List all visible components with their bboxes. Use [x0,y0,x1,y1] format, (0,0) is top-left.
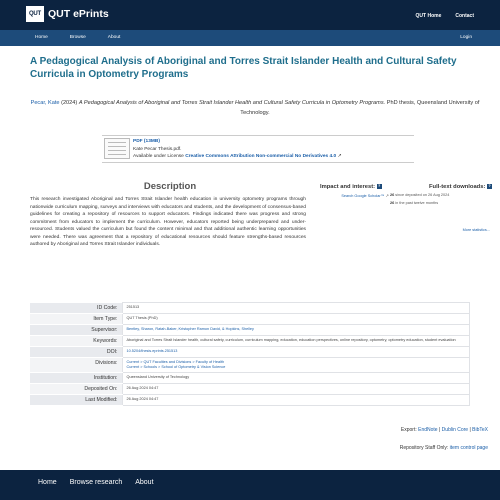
metadata-row [30,335,470,346]
license-link[interactable]: Creative Commons Attribution Non-commercial No Derivatives 4.0 [185,154,337,159]
citation-suffix: PhD thesis, Queensland University of Technology. [240,100,480,116]
footer-about-link[interactable]: About [135,479,154,486]
metadata-label: Supervisor: [30,324,122,335]
qut-home-link[interactable]: QUT Home [415,13,442,19]
metadata-value: 26 Aug 2024 04:47 [122,394,470,405]
pdf-download-link[interactable]: PDF (13MB) [133,139,160,144]
google-scholar-link[interactable]: Search Google Scholar™ [341,194,385,199]
metadata-value: Aboriginal and Torres Strait Islander health, cultural safety, curriculum, curriculum mapping, education, education perspectives, online repository, optometry, optometry education, student evaluation [122,335,470,346]
main-nav [0,30,500,46]
page-title: A Pedagogical Analysis of Aboriginal and Torres Strait Islander Health and Cultural Safety Curricula in Optometry Programs [30,56,457,80]
metadata-value: 26 Aug 2024 04:47 [122,383,470,394]
export-endnote-link[interactable]: EndNote [418,427,438,433]
metadata-value[interactable]: 10.5204/thesis.eprints.251513 [122,346,470,357]
external-link-icon: ↗ [337,154,342,159]
export-bibtex-link[interactable]: BibTeX [472,427,488,433]
metadata-label: Deposited On: [30,383,122,394]
metadata-row [30,383,470,394]
metadata-row [30,324,470,335]
top-header [0,0,500,30]
help-icon[interactable]: ? [378,184,381,188]
description-text: This research investigated Aboriginal and Torres Strait Islander health education in university optometry programs through nationwide curriculum mapping, surveys and interviews with educators and students, and the development of consensus-based guidelines for creating a repository of resources to support educators. Findings indicated there was progress and strong commitment from educators to implement the curriculum. However, educators reported being underprepared and under-resourced. Students valued the curriculum but found the content minimal and that additional authentic learning opportunities were needed. There was agreement that a repository of educational resources should feature strengths-based resources authored by Aboriginal and Torres Strait Islander individuals. [30,197,306,247]
footer-home-link[interactable]: Home [38,479,57,486]
more-statistics-link[interactable]: More statistics... [462,228,490,232]
metadata-label: Item Type: [30,313,122,324]
staff-bar [400,445,488,451]
qut-logo[interactable]: QUT [26,6,44,22]
download-period: in the past twelve months [395,201,439,206]
item-control-link[interactable]: item control page [449,445,488,451]
export-dublin-core-link[interactable]: Dublin Core [441,427,469,433]
citation [30,98,480,118]
help-icon[interactable]: ? [488,184,491,188]
downloads-panel [382,184,492,206]
export-bar: Export: EndNote | Dublin Core | BibTeX [400,427,488,433]
downloads-heading: Full-text downloads: [429,184,486,191]
pdf-thumbnail[interactable] [104,138,130,159]
metadata-row [30,357,470,372]
author-link[interactable]: Pecar, Kate [30,100,60,106]
download-count: 26 [390,201,395,206]
metadata-row [30,372,470,383]
footer-browse-link[interactable]: Browse research [69,479,123,486]
file-name: Kate Pecar Thesis.pdf. [133,146,182,152]
citation-year: (2024) [61,100,78,106]
metadata-value[interactable]: Bentley, Sharon, Ratah-Baker, Kristopher Ramon David, & Hopkins, Shelley [122,324,470,335]
metadata-row [30,394,470,405]
metadata-row [30,346,470,357]
nav-login[interactable]: Login [460,35,472,40]
metadata-label: DOI: [30,346,122,357]
metadata-value[interactable]: Current > QUT Faculties and Divisions > Faculty of Health Current > Schools > School of Optometry & Vision Science [122,357,470,372]
metadata-value: QUT Thesis (PhD) [122,313,470,324]
metadata-row [30,303,470,314]
metadata-value: 251513 [122,303,470,314]
nav-about[interactable]: About [107,35,121,40]
impact-heading: Impact and interest: [320,184,376,191]
description-heading: Description [143,181,197,192]
license-prefix: Available under License [133,154,184,159]
nav-browse[interactable]: Browse [69,35,86,40]
metadata-label: Institution: [30,372,122,383]
header-links [416,13,474,19]
site-title[interactable]: QUT ePrints [48,8,109,20]
document-file [102,135,414,163]
metadata-table [30,302,470,406]
metadata-label: Last Modified: [30,394,122,405]
metadata-label: Divisions: [30,357,122,372]
nav-home[interactable]: Home [35,35,48,40]
metadata-label: ID Code: [30,303,122,314]
contact-link[interactable]: Contact [455,13,474,19]
external-link-icon: ↗ [385,194,389,199]
metadata-value: Queensland University of Technology [122,372,470,383]
citation-title: A Pedagogical Analysis of Aboriginal and Torres Strait Islander Health and Cultural Safety Curricula in Optometry Programs. [78,100,386,106]
download-count: 26 [390,193,395,198]
metadata-label: Keywords: [30,335,122,346]
staff-label: Repository Staff Only: [399,445,449,451]
metadata-row [30,313,470,324]
footer [0,470,500,500]
export-label: Export: [400,427,417,433]
download-period: since deposited on 26 Aug 2024 [395,193,450,198]
